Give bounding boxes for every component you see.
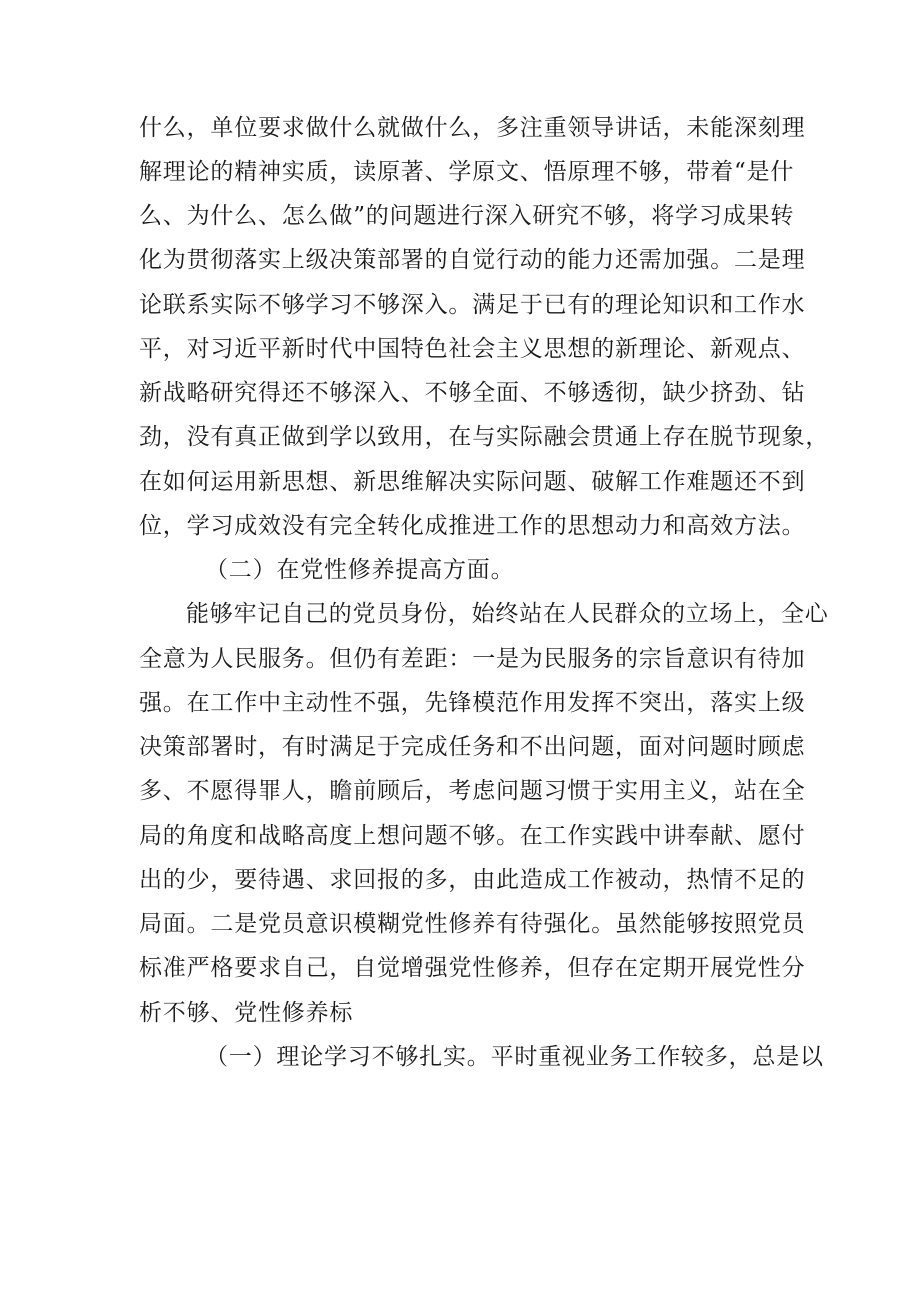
text-line: 劲，没有真正做到学以致用，在与实际融会贯通上存在脱节现象， (139, 424, 830, 450)
text-line: 解理论的精神实质，读原著、学原文、悟原理不够，带着“是什 (139, 159, 795, 185)
text-line: 平，对习近平新时代中国特色社会主义思想的新理论、新观点、 (139, 336, 806, 362)
section-heading: （二）在党性修养提高方面。 (205, 557, 515, 583)
text-line: 么、为什么、怎么做”的问题进行深入研究不够，将学习成果转 (139, 203, 795, 229)
text-line: 全意为人民服务。但仍有差距：一是为民服务的宗旨意识有待加 (139, 646, 806, 672)
text-line: 化为贯彻落实上级决策部署的自觉行动的能力还需加强。二是理 (139, 247, 806, 273)
text-line: 能够牢记自己的党员身份，始终站在人民群众的立场上，全心 (186, 601, 829, 627)
text-line: 在如何运用新思想、新思维解决实际问题、破解工作难题还不到 (139, 469, 806, 495)
text-line: 论联系实际不够学习不够深入。满足于已有的理论知识和工作水 (139, 292, 806, 318)
text-line: 什么，单位要求做什么就做什么，多注重领导讲话，未能深刻理 (139, 115, 806, 141)
text-line: 标准严格要求自己，自觉增强党性修养，但存在定期开展党性分 (139, 955, 806, 981)
text-line: 决策部署时，有时满足于完成任务和不出问题，面对问题时顾虑 (139, 734, 806, 760)
text-line: 局面。二是党员意识模糊党性修养有待强化。虽然能够按照党员 (139, 911, 806, 937)
section-heading: （一）理论学习不够扎实。平时重视业务工作较多，总是以 (205, 1044, 824, 1070)
text-line: 出的少，要待遇、求回报的多，由此造成工作被动，热情不足的 (139, 867, 806, 893)
text-line: 强。在工作中主动性不强，先锋模范作用发挥不突出，落实上级 (139, 690, 806, 716)
text-line: 位，学习成效没有完全转化成推进工作的思想动力和高效方法。 (139, 513, 806, 539)
text-line: 析不够、党性修养标 (139, 1000, 354, 1026)
text-line: 新战略研究得还不够深入、不够全面、不够透彻，缺少挤劲、钻 (139, 380, 806, 406)
text-line: 多、不愿得罪人，瞻前顾后，考虑问题习惯于实用主义，站在全 (139, 778, 806, 804)
text-line: 局的角度和战略高度上想问题不够。在工作实践中讲奉献、愿付 (139, 823, 806, 849)
